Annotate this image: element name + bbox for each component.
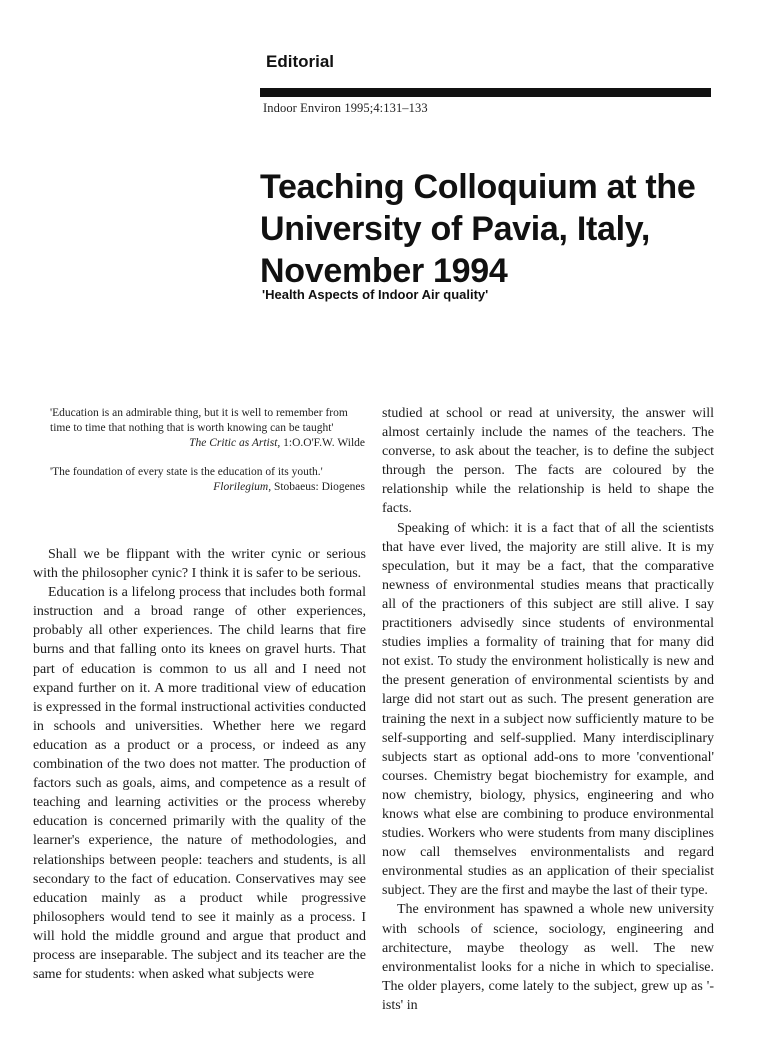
source-author: 1:O.O'F.W. Wilde <box>280 437 365 449</box>
body-paragraph-continued: studied at school or read at university, the answer will almost certainly include the names of the teachers. The converse, to ask about the teacher, is to define the subject through the person. The facts are coloured by the relationship while the relationship is held to shape the facts. <box>382 406 714 517</box>
section-label: Editorial <box>266 52 335 71</box>
epigraph-text: 'Education is an admirable thing, but it is well to remember from time to time that nothing that is worth knowing can be taught' <box>50 407 348 434</box>
article-title <box>260 166 720 292</box>
body-paragraph: Shall we be flippant with the writer cynic or serious with the philosopher cynic? I think it is safer to be serious. <box>33 547 366 582</box>
body-column-left <box>33 545 366 984</box>
body-paragraph: Education is a lifelong process that includes both formal instruction and a broad range of other experiences, probably all other experiences. The child learns that fire burns and that falling onto its knees on gravel hurts. That part of education is common to us all and I need not expand further on it. A more traditional view of education is expressed in the formal instructional activities conducted in schools and universities. Whether here we regard education as a product or a process, or indeed as any combination of the two does not matter. The production of factors such as goals, aims, and competence as a result of teaching and learning activities or the process whereby education is concerned primarily with the quality of the learner's experience, the nature of methodologies, and relationships between people: teachers and students, is all secondary to the fact of education. Conservatives may see education mainly as a product while progressive philosophers would tend to see it mainly as a process. I will hold the middle ground and argue that product and process are inseparable. The subject and its teacher are the same for students: when asked what subjects were <box>33 585 366 983</box>
epigraph <box>50 465 365 495</box>
header-rule <box>260 88 711 97</box>
epigraph <box>50 406 365 451</box>
journal-citation: Indoor Environ 1995;4:131–133 <box>263 101 428 115</box>
source-author: Stobaeus: Diogenes <box>271 481 365 493</box>
title-line: Teaching Colloquium at the <box>260 168 696 206</box>
epigraph-text: 'The foundation of every state is the education of its youth.' <box>50 466 323 478</box>
body-paragraph: The environment has spawned a whole new university with schools of science, sociology, engineering and architecture, maybe theology as well. The new environmentalist looks for a niche in which to specialise. The older players, come lately to the subject, grew up as '-ists' in <box>382 902 714 1013</box>
source-work: Florilegium, <box>213 481 272 493</box>
epigraph-source <box>50 480 365 495</box>
body-column-right <box>382 404 714 1015</box>
title-line: University of Pavia, Italy, <box>260 210 650 248</box>
source-work: The Critic as Artist, <box>189 437 281 449</box>
article-subtitle: 'Health Aspects of Indoor Air quality' <box>262 287 489 302</box>
epigraph-source <box>50 436 365 451</box>
body-paragraph: Speaking of which: it is a fact that of all the scientists that have ever lived, the majority are still alive. It is my speculation, but it may be a fact, that the comparative newness of environmental studies means that practically all of the practioners of this subject are still alive. I say practitioners advisedly since students of environmental studies implies a formality of training that for many did not exist. To study the environment holistically is new and the present generation of environmental scientists by and large did not start out as such. The present generation are training the next in a subject now sufficiently mature to be self-supporting and self-supplied. Many interdisciplinary subjects start as optional add-ons to more 'conventional' courses. Chemistry begat biochemistry for example, and now chemistry, biology, physics, engineering and who knows what else are combining to produce environmental studies. Workers who were students from many disciplines now call themselves environmentalists and regard environmental studies as an application of their specialist subject. They are the first and maybe the last of their type. <box>382 520 714 899</box>
epigraphs <box>50 406 365 509</box>
title-line: November 1994 <box>260 252 508 290</box>
